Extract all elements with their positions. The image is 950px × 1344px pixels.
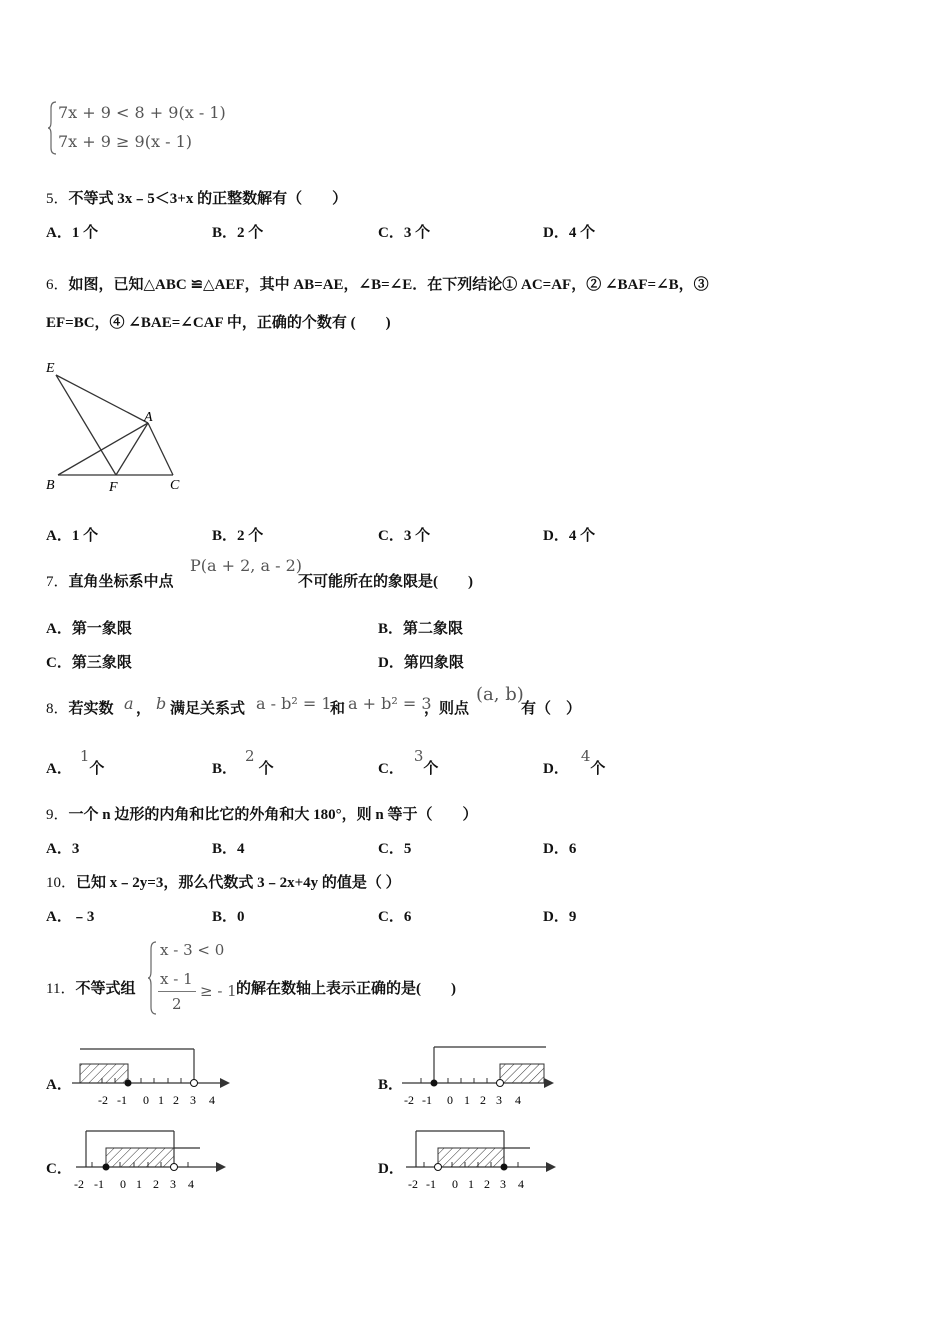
segment-ab: [58, 423, 148, 475]
number-line-a: [72, 1040, 242, 1112]
triangle-figure: [40, 355, 190, 495]
label-c: C: [170, 478, 180, 493]
tick-label: 0: [143, 1093, 149, 1107]
option-label: D．: [543, 761, 569, 777]
q6-option-a[interactable]: A．1 个: [46, 528, 99, 544]
q8-option-b[interactable]: [212, 747, 274, 778]
shaded-region: [106, 1148, 174, 1167]
segment-ac: [148, 423, 173, 475]
question-number: 10．: [46, 875, 77, 891]
tick-label: -1: [426, 1177, 436, 1191]
equation-2: a + b² = 3: [348, 694, 432, 713]
tick-label: -2: [98, 1093, 108, 1107]
question-number: 11．: [46, 981, 76, 997]
option-value: 2: [245, 747, 255, 765]
q7-option-b[interactable]: B．第二象限: [378, 621, 464, 637]
tick-label: 4: [188, 1177, 194, 1191]
tick-label: -2: [74, 1177, 84, 1191]
q9-option-a[interactable]: A．3: [46, 841, 80, 857]
question-number: 5．: [46, 191, 69, 207]
question-text-1: 若实数: [68, 701, 114, 717]
option-unit: 个: [423, 761, 439, 777]
q7-option-d[interactable]: D．第四象限: [378, 655, 464, 671]
var-a: a: [124, 694, 134, 713]
question-7-suffix: 不可能所在的象限是( ): [298, 574, 473, 590]
option-unit: 个: [89, 761, 105, 777]
question-prefix: 不等式组: [75, 981, 136, 997]
comma: ，: [136, 701, 152, 717]
q7-option-c[interactable]: C．第三象限: [46, 655, 132, 671]
fraction-numerator: x - 1: [160, 970, 193, 988]
option-label: C．: [378, 761, 404, 777]
tick-label: 2: [480, 1093, 486, 1107]
option-value: 4: [580, 747, 591, 765]
option-unit: 个: [258, 761, 274, 777]
question-7: [46, 570, 174, 591]
tick-label: 1: [468, 1177, 474, 1191]
q11-option-b[interactable]: B．: [378, 1077, 404, 1093]
open-point: [435, 1164, 442, 1171]
question-10: [46, 871, 401, 892]
question-text: 一个 n 边形的内角和比它的外角和大 180°，则 n 等于（ ）: [68, 807, 478, 823]
label-a: A: [144, 410, 153, 425]
system-line-2: 7x + 9 ≥ 9(x - 1): [58, 132, 192, 151]
label-b: B: [46, 478, 55, 493]
question-prefix: 直角坐标系中点: [68, 574, 174, 590]
arrow-icon: [546, 1162, 556, 1172]
tick-label: -2: [404, 1093, 414, 1107]
q6-option-d[interactable]: D．4 个: [543, 528, 596, 544]
open-point: [191, 1080, 198, 1087]
q8-option-c[interactable]: [378, 747, 439, 778]
q10-option-d[interactable]: D．9: [543, 909, 577, 925]
tick-label: -1: [117, 1093, 127, 1107]
shaded-region: [500, 1064, 544, 1083]
tick-label: 1: [136, 1177, 142, 1191]
left-brace-icon: [48, 100, 58, 156]
option-label: B．: [212, 761, 238, 777]
question-11-suffix: 的解在数轴上表示正确的是( ): [236, 981, 456, 997]
q5-option-d[interactable]: D．4 个: [543, 225, 596, 241]
question-text-3: 和: [330, 701, 346, 717]
question-text-5: 有（ ）: [521, 701, 582, 717]
shaded-region: [438, 1148, 504, 1167]
filled-point: [103, 1164, 110, 1171]
tick-label: -1: [422, 1093, 432, 1107]
open-point: [497, 1080, 504, 1087]
fraction-bar: [158, 991, 196, 992]
point-ab: (a, b): [476, 684, 524, 705]
arrow-icon: [220, 1078, 230, 1088]
q9-option-d[interactable]: D．6: [543, 841, 577, 857]
q9-option-b[interactable]: B．4: [212, 841, 245, 857]
option-unit: 个: [590, 761, 606, 777]
q8-option-d[interactable]: [543, 747, 606, 778]
fraction-relation: ≥ - 1: [200, 982, 237, 1000]
number-line-b: [402, 1040, 572, 1112]
question-text: 如图，已知△ABC ≌△AEF，其中 AB=AE，∠B=∠E．在下列结论① AC=AF，② ∠BAF=∠B，③: [68, 277, 709, 293]
filled-point: [501, 1164, 508, 1171]
tick-label: 4: [209, 1093, 215, 1107]
question-number: 7．: [46, 574, 69, 590]
q5-option-c[interactable]: C．3 个: [378, 225, 431, 241]
fraction-denominator: 2: [172, 995, 182, 1013]
q10-option-b[interactable]: B．0: [212, 909, 245, 925]
question-text: 已知 x﹣2y=3，那么代数式 3﹣2x+4y 的值是（ ）: [76, 875, 401, 891]
var-b: b: [156, 694, 167, 713]
tick-label: 2: [484, 1177, 490, 1191]
number-line-c: [72, 1122, 242, 1194]
q6-option-c[interactable]: C．3 个: [378, 528, 431, 544]
q10-option-c[interactable]: C．6: [378, 909, 412, 925]
tick-label: 1: [158, 1093, 164, 1107]
q11-option-a[interactable]: A．: [46, 1077, 72, 1093]
number-line-d: [402, 1122, 572, 1194]
tick-label: 1: [464, 1093, 470, 1107]
tick-label: -1: [94, 1177, 104, 1191]
tick-label: 4: [515, 1093, 521, 1107]
question-8: [46, 697, 114, 718]
question-number: 8．: [46, 701, 69, 717]
q11-option-c[interactable]: C．: [46, 1161, 72, 1177]
option-label: A．: [46, 761, 72, 777]
arrow-icon: [216, 1162, 226, 1172]
q8-option-a[interactable]: [46, 747, 105, 778]
q6-option-b[interactable]: B．2 个: [212, 528, 264, 544]
system-line-1: 7x + 9 < 8 + 9(x - 1): [58, 103, 226, 122]
q9-option-c[interactable]: C．5: [378, 841, 412, 857]
question-11: [46, 977, 135, 998]
tick-label: 3: [500, 1177, 506, 1191]
equation-1: a - b² = 1: [256, 694, 332, 713]
question-6-line-2: EF=BC，④ ∠BAE=∠CAF 中，正确的个数有 ( ): [46, 315, 391, 331]
segment-af: [116, 423, 148, 475]
filled-point: [125, 1080, 132, 1087]
filled-point: [431, 1080, 438, 1087]
left-brace-icon: [148, 940, 158, 1016]
tick-label: 2: [173, 1093, 179, 1107]
open-point: [171, 1164, 178, 1171]
option-value: 1: [79, 747, 90, 765]
question-5: [46, 187, 347, 208]
inequality-line-1: x - 3 < 0: [160, 941, 225, 959]
tick-label: 3: [170, 1177, 176, 1191]
question-number: 6．: [46, 277, 69, 293]
label-e: E: [46, 361, 55, 376]
shaded-region: [80, 1064, 128, 1083]
tick-label: 3: [496, 1093, 502, 1107]
q5-option-a[interactable]: A．1 个: [46, 225, 99, 241]
point-expression: P(a + 2, a - 2): [190, 556, 303, 575]
tick-label: 4: [518, 1177, 524, 1191]
option-value: 3: [413, 747, 424, 765]
q7-option-a[interactable]: A．第一象限: [46, 621, 132, 637]
question-text-2: 满足关系式: [170, 701, 246, 717]
question-text: 不等式 3x﹣5＜3+x 的正整数解有（ ）: [68, 191, 348, 207]
label-f: F: [109, 480, 118, 495]
tick-label: 0: [447, 1093, 453, 1107]
tick-label: 0: [452, 1177, 458, 1191]
arrow-icon: [544, 1078, 554, 1088]
q5-option-b[interactable]: B．2 个: [212, 225, 264, 241]
q11-option-d[interactable]: D．: [378, 1161, 404, 1177]
tick-label: 0: [120, 1177, 126, 1191]
question-6-line-1: [46, 273, 709, 294]
question-number: 9．: [46, 807, 69, 823]
tick-label: 2: [153, 1177, 159, 1191]
tick-label: -2: [408, 1177, 418, 1191]
question-9: [46, 803, 477, 824]
tick-label: 3: [190, 1093, 196, 1107]
q10-option-a[interactable]: A．﹣3: [46, 909, 95, 925]
question-text-4: ，则点: [424, 701, 470, 717]
